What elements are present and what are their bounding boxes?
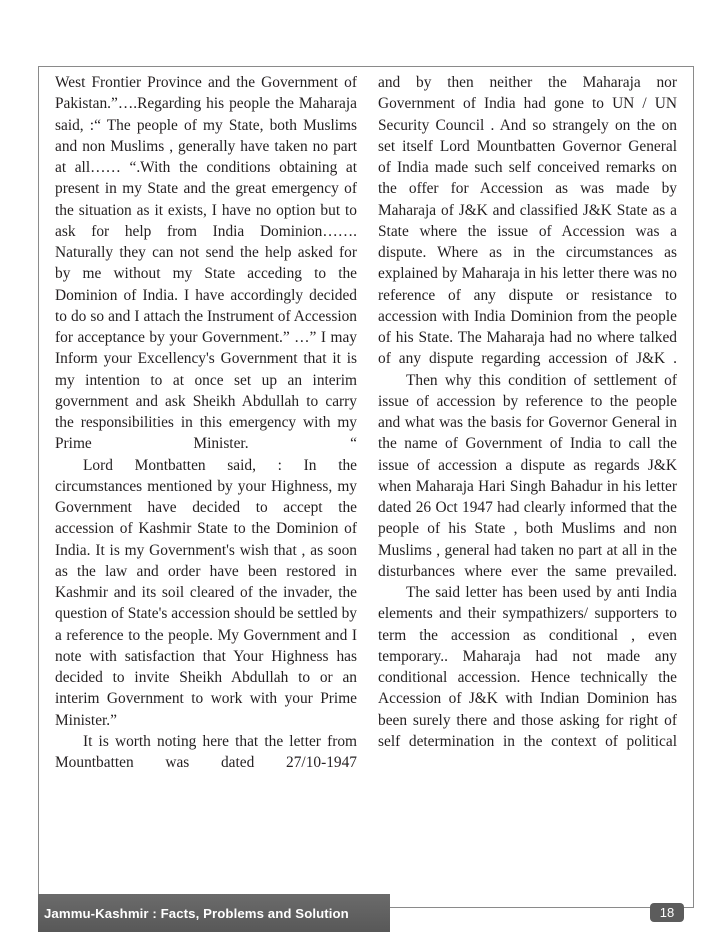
right-paragraph-2: Then why this condition of settlement of issue of accession by reference to the people and what was the basis for Governor General in the name of Government of India to call the issue of accession a dispute as regards J&K when Maharaja Hari Singh Bahadur in his letter dated 26 Oct 1947 had clearly informed that the people of his State , both Muslims and non Muslims , general had taken no part at all in the disturbances where ever the same prevailed. [378,371,677,580]
page-number-badge: 18 [650,903,684,922]
left-column [55,72,357,773]
footer-title: Jammu-Kashmir : Facts, Problems and Solution [44,906,349,921]
left-paragraph-2: Lord Montbatten said, : In the circumstances mentioned by your Highness, my Government have decided to accept the accession of Kashmir State to the Dominion of India. It is my Government's wish that , as soon as the law and order have been restored in Kashmir and its soil cleared of the invader, the question of State's accession should be settled by a reference to the people. My Government and I note with satisfaction that Your Highness has decided to invite Sheikh Abdullah to or an interim Government to work with your Prime Minister.” [55,456,357,729]
right-paragraph-3: The said letter has been used by anti India elements and their sympathizers/ supporters to term the accession as conditional , even temporary.. Maharaja had not made any conditional accession. Hence technically the Accession of J&K with Indian Dominion has been surely there and those asking for right of self determination in the context of political [378,584,677,750]
right-column [378,72,677,752]
left-paragraph-1: West Frontier Province and the Government of Pakistan.”….Regarding his people the Maharaja said, :“ The people of my State, both Muslims and non Muslims , generally have taken no part at all…… “.With the conditions obtaining at present in my State and the great emergency of the situation as it exists, I have no option but to ask for help from India Dominion……. Naturally they can not send the help asked for by me without my State acceding to the Dominion of India. I have accordingly decided to do so and I attach the Instrument of Accession for acceptance by your Government.” …” I may Inform your Excellency's Government that it is my intention to at once set up an interim government and ask Sheikh Abdullah to carry the responsibilities in this emergency with my Prime Minister. “ [55,74,357,453]
right-paragraph-1: and by then neither the Maharaja nor Government of India had gone to UN / UN Security Council . And so strangely on the on set itself Lord Mountbatten Governor General of India made such self conceived remarks on the offer for Accession as was made by Maharaja of J&K and classified J&K State as a State where the issue of Accession was a dispute. Where as in the circumstances as explained by Maharaja in his letter there was no reference of any dispute or resistance to accession with India Dominion from the people of his State. The Maharaja had no where talked of any dispute regarding accession of J&K . [378,74,677,368]
left-paragraph-3: It is worth noting here that the letter from Mountbatten was dated 27/10-1947 [55,732,357,771]
